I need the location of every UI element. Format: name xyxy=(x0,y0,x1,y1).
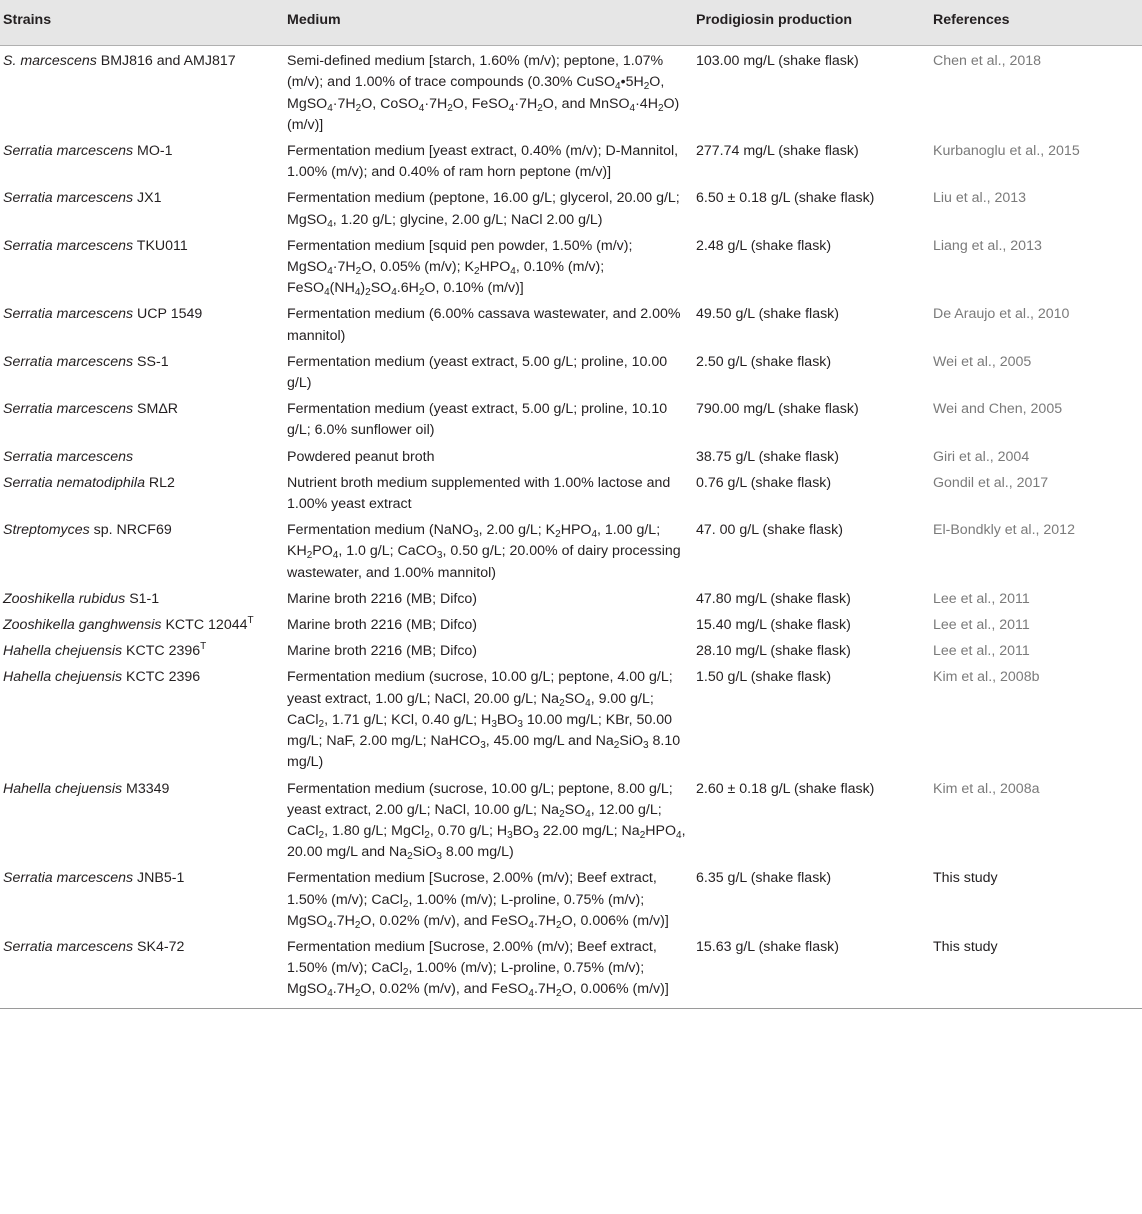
cell-strain xyxy=(0,665,283,776)
cell-reference[interactable]: Wei et al., 2005 xyxy=(933,353,1032,370)
header-references: References xyxy=(929,0,1142,46)
cell-production: 1.50 g/L (shake flask) xyxy=(696,669,832,686)
cell-medium: Marine broth 2216 (MB; Difco) xyxy=(287,643,478,660)
table-row xyxy=(0,518,1142,587)
table-row xyxy=(0,397,1142,444)
cell-reference[interactable]: Kim et al., 2008a xyxy=(933,780,1040,797)
header-strains: Strains xyxy=(0,0,283,46)
cell-reference[interactable]: Giri et al., 2004 xyxy=(933,448,1030,465)
strain-designation: JX1 xyxy=(133,190,162,207)
table-header xyxy=(0,0,1142,46)
table-row xyxy=(0,776,1142,866)
table-row xyxy=(0,444,1142,470)
cell-production: 38.75 g/L (shake flask) xyxy=(696,448,840,465)
cell-strain xyxy=(0,397,283,444)
strain-species: Hahella chejuensis xyxy=(3,780,123,797)
cell-reference[interactable]: Kim et al., 2008b xyxy=(933,669,1040,686)
table-row xyxy=(0,613,1142,639)
strain-species: Zooshikella ganghwensis xyxy=(3,617,162,634)
strain-species: Serratia marcescens xyxy=(3,870,134,887)
table-row xyxy=(0,639,1142,665)
cell-production: 15.63 g/L (shake flask) xyxy=(692,934,929,1008)
cell-reference[interactable]: Lee et al., 2011 xyxy=(933,643,1030,660)
cell-reference[interactable]: Chen et al., 2018 xyxy=(933,53,1042,70)
cell-reference[interactable]: Liu et al., 2013 xyxy=(933,190,1027,207)
cell-strain xyxy=(0,233,283,302)
cell-medium: Fermentation medium (NaNO$_3$, 2.00 g/L; $K_2HPO_4$, 1.00 g/L; $KH_2PO_4$, 1.0 g/L; CaCO$_3$, 0.50 g/L; 20.00% of dairy processing wastewater, and 1.00% mannitol) xyxy=(287,522,681,581)
strain-designation: KCTC 2396 xyxy=(122,643,201,660)
strain-species: Hahella chejuensis xyxy=(3,669,123,686)
cell-strain xyxy=(0,444,283,470)
strain-designation: S1-1 xyxy=(125,590,160,607)
strain-designation: SK4-72 xyxy=(133,938,185,955)
strain-designation: TKU011 xyxy=(133,237,188,254)
table-row xyxy=(0,186,1142,233)
strain-designation: RL2 xyxy=(144,474,175,491)
table-row xyxy=(0,586,1142,612)
strain-species: S. marcescens xyxy=(3,53,97,70)
cell-production: 2.50 g/L (shake flask) xyxy=(696,353,832,370)
strain-species: Serratia marcescens xyxy=(3,353,134,370)
table-body xyxy=(0,46,1142,1008)
cell-reference: This study xyxy=(929,934,1142,1008)
strain-type-marker: T xyxy=(247,615,254,627)
cell-medium: Fermentation medium [Sucrose, 2.00% (m/v); Beef extract, 1.50% (m/v); CaCl$_2$, 1.00% (m/v); L-proline, 0.75% (m/v); $MgSO_4.7H_2O$, 0.02% (m/v), and $FeSO_4.7H_2O$, 0.006% (m/v)] xyxy=(287,870,669,931)
cell-reference[interactable]: Wei and Chen, 2005 xyxy=(933,401,1063,418)
strain-designation: SS-1 xyxy=(133,353,169,370)
cell-strain xyxy=(0,139,283,186)
cell-reference[interactable]: Lee et al., 2011 xyxy=(933,590,1030,607)
strain-designation: M3349 xyxy=(122,780,170,797)
cell-reference: This study xyxy=(933,870,998,887)
header-production: Prodigiosin production xyxy=(692,0,929,46)
cell-strain xyxy=(0,518,283,587)
table-row xyxy=(0,934,1142,1008)
strain-species: Serratia marcescens xyxy=(3,190,134,207)
strain-species: Serratia marcescens xyxy=(3,143,134,160)
cell-medium: Fermentation medium (yeast extract, 5.00 g/L; proline, 10.00 g/L) xyxy=(287,353,668,392)
cell-production: 2.48 g/L (shake flask) xyxy=(696,237,832,254)
cell-medium: Fermentation medium [Sucrose, 2.00% (m/v); Beef extract, 1.50% (m/v); CaCl$_2$, 1.00% (m/v); L-proline, 0.75% (m/v); $MgSO_4.7H_2O$, 0.02% (m/v), and $FeSO_4.7H_2O$, 0.006% (m/v)] xyxy=(283,934,692,1008)
cell-reference[interactable]: Liang et al., 2013 xyxy=(933,237,1042,254)
strain-species: Serratia marcescens xyxy=(3,938,134,955)
cell-medium: Fermentation medium (sucrose, 10.00 g/L; peptone, 4.00 g/L; yeast extract, 1.00 g/L; NaCl, 20.00 g/L; $Na_2SO_4$, 9.00 g/L; CaCl$_2$, 1.71 g/L; KCl, 0.40 g/L; $H_3BO_3$ 10.00 mg/L; KBr, 50.00 mg/L; NaF, 2.00 mg/L; NaHCO$_3$, 45.00 mg/L and $Na_2SiO_3$ 8.10 mg/L) xyxy=(287,669,681,771)
cell-medium: Marine broth 2216 (MB; Difco) xyxy=(287,617,478,634)
cell-strain xyxy=(0,866,283,935)
cell-production: 277.74 mg/L (shake flask) xyxy=(696,143,859,160)
cell-strain xyxy=(0,639,283,665)
strain-designation: KCTC 2396 xyxy=(122,669,201,686)
table-row xyxy=(0,866,1142,935)
cell-medium: Fermentation medium [squid pen powder, 1.50% (m/v); $MgSO_4\cdot 7H_2O$, 0.05% (m/v); $K_2HPO_4$, 0.10% (m/v); $FeSO_4(NH_4)_2SO_4.6H_2O$, 0.10% (m/v)] xyxy=(287,237,633,299)
cell-production: 790.00 mg/L (shake flask) xyxy=(696,401,859,418)
cell-production: 0.76 g/L (shake flask) xyxy=(696,474,832,491)
strain-species: Streptomyces xyxy=(3,522,90,539)
strain-species: Hahella chejuensis xyxy=(3,643,123,660)
cell-strain xyxy=(0,613,283,639)
cell-strain xyxy=(0,302,283,349)
cell-reference[interactable]: Lee et al., 2011 xyxy=(933,617,1030,634)
cell-medium: Semi-defined medium [starch, 1.60% (m/v); peptone, 1.07% (m/v); and 1.00% of trace compounds (0.30% $CuSO_4•5H_2O$, $MgSO_4\cdot 7H_2O$, $CoSO_4\cdot 7H_2O$, $FeSO_4\cdot 7H_2O$, and $MnSO_4\cdot 4H_2O$) (m/v)] xyxy=(287,53,680,133)
cell-medium: Marine broth 2216 (MB; Difco) xyxy=(287,590,478,607)
cell-production: 28.10 mg/L (shake flask) xyxy=(696,643,851,660)
cell-reference[interactable]: De Araujo et al., 2010 xyxy=(933,306,1070,323)
table-row xyxy=(0,139,1142,186)
table-row xyxy=(0,302,1142,349)
cell-strain xyxy=(0,586,283,612)
cell-production: 6.35 g/L (shake flask) xyxy=(696,870,832,887)
cell-strain xyxy=(0,349,283,396)
cell-medium: Fermentation medium (sucrose, 10.00 g/L; peptone, 8.00 g/L; yeast extract, 2.00 g/L; NaCl, 10.00 g/L; $Na_2SO_4$, 12.00 g/L; CaCl$_2$, 1.80 g/L; MgCl$_2$, 0.70 g/L; $H_3BO_3$ 22.00 mg/L; $Na_2HPO_4$, 20.00 mg/L and $Na_2SiO_3$ 8.00 mg/L) xyxy=(287,780,686,863)
cell-production: 103.00 mg/L (shake flask) xyxy=(696,53,859,70)
cell-medium: Fermentation medium (peptone, 16.00 g/L; glycerol, 20.00 g/L; MgSO$_4$, 1.20 g/L; glycine, 2.00 g/L; NaCl 2.00 g/L) xyxy=(287,190,680,230)
strain-designation: JNB5-1 xyxy=(133,870,185,887)
strain-species: Serratia marcescens xyxy=(3,237,134,254)
cell-medium: Fermentation medium (6.00% cassava wastewater, and 2.00% mannitol) xyxy=(287,306,681,344)
cell-reference[interactable]: Kurbanoglu et al., 2015 xyxy=(933,143,1080,160)
cell-production: 6.50 ± 0.18 g/L (shake flask) xyxy=(696,190,875,207)
table-row xyxy=(0,665,1142,776)
strain-species: Serratia nematodiphila xyxy=(3,474,145,491)
cell-reference[interactable]: Gondil et al., 2017 xyxy=(933,474,1049,491)
cell-strain xyxy=(0,186,283,233)
strain-designation: KCTC 12044 xyxy=(161,617,248,634)
table-row xyxy=(0,470,1142,517)
strain-designation: UCP 1549 xyxy=(133,306,203,323)
cell-production: 15.40 mg/L (shake flask) xyxy=(696,617,851,634)
header-medium: Medium xyxy=(283,0,692,46)
cell-medium: Powdered peanut broth xyxy=(287,448,435,465)
strain-species: Serratia marcescens xyxy=(3,306,134,323)
strain-designation: SMΔR xyxy=(133,401,179,418)
strain-species: Zooshikella rubidus xyxy=(3,590,126,607)
cell-production: 47.80 mg/L (shake flask) xyxy=(696,590,851,607)
table-row xyxy=(0,349,1142,396)
cell-strain xyxy=(0,776,283,866)
cell-reference[interactable]: El-Bondkly et al., 2012 xyxy=(933,522,1075,539)
cell-medium: Fermentation medium (yeast extract, 5.00 g/L; proline, 10.10 g/L; 6.0% sunflower oil) xyxy=(287,401,668,439)
strain-species: Serratia marcescens xyxy=(3,401,134,418)
cell-strain xyxy=(0,934,283,1008)
cell-medium: Nutrient broth medium supplemented with 1.00% lactose and 1.00% yeast extract xyxy=(287,474,671,513)
table-row xyxy=(0,233,1142,302)
strain-designation: sp. NRCF69 xyxy=(89,522,172,539)
table-row xyxy=(0,46,1142,139)
strain-designation: MO-1 xyxy=(133,143,173,160)
cell-production: 49.50 g/L (shake flask) xyxy=(696,306,840,323)
cell-production: 47. 00 g/L (shake flask) xyxy=(696,522,843,539)
strain-type-marker: T xyxy=(200,641,207,653)
cell-strain xyxy=(0,46,283,139)
cell-strain xyxy=(0,470,283,517)
cell-medium: Fermentation medium [yeast extract, 0.40% (m/v); D-Mannitol, 1.00% (m/v); and 0.40% of ram horn peptone (m/v)] xyxy=(287,143,679,181)
strain-designation: BMJ816 and AMJ817 xyxy=(96,53,236,70)
cell-production: 2.60 ± 0.18 g/L (shake flask) xyxy=(696,780,875,797)
header-row xyxy=(0,0,1142,46)
strain-species: Serratia marcescens xyxy=(3,448,134,465)
